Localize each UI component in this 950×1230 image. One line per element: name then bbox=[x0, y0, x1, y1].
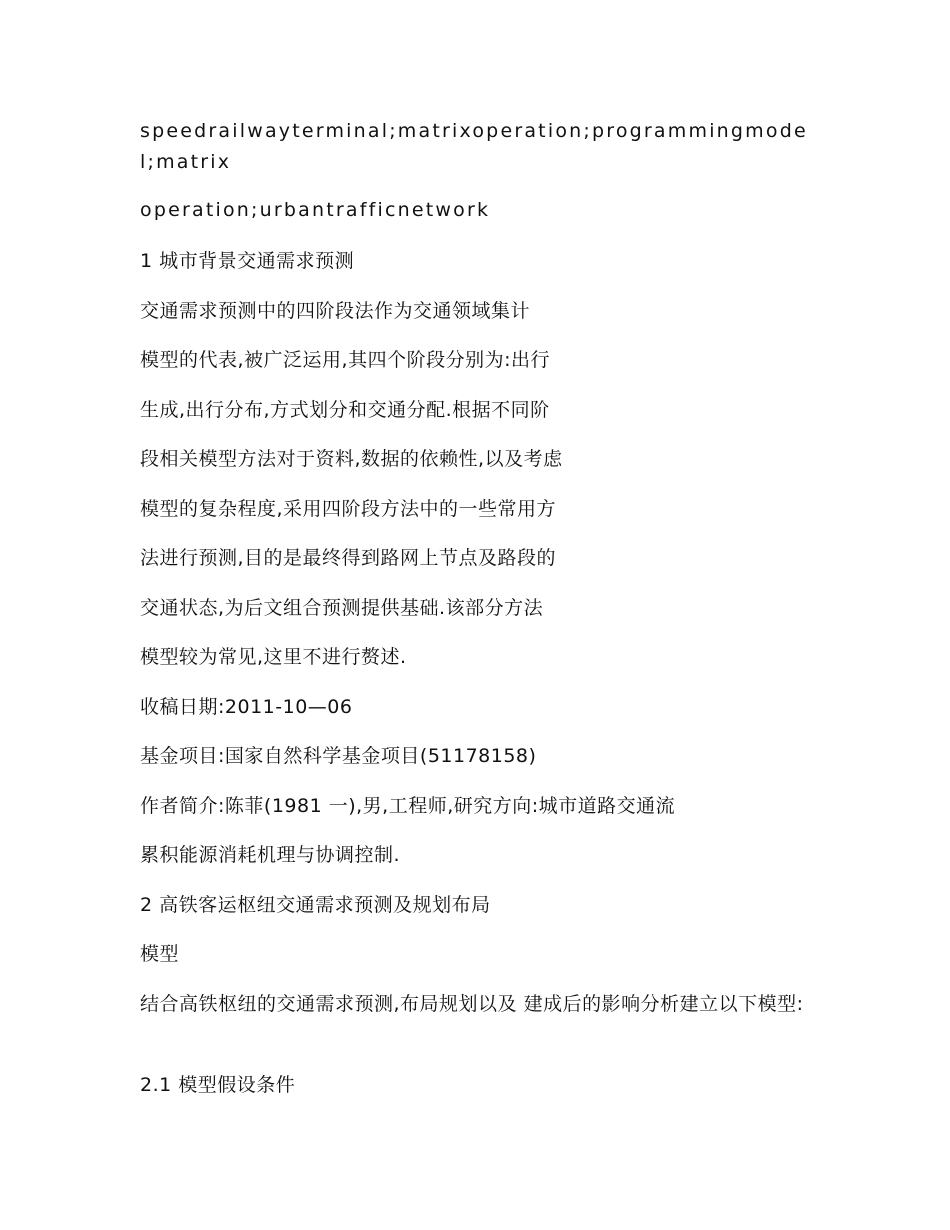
received-date: 收稿日期:2011-10—06 bbox=[140, 696, 353, 718]
paragraph-line: 段相关模型方法对于资料,数据的依赖性,以及考虑 bbox=[140, 448, 563, 470]
section-heading-2-continued: 模型 bbox=[140, 943, 180, 965]
fund-project: 基金项目:国家自然科学基金项目(51178158) bbox=[140, 745, 537, 767]
paragraph-line: 生成,出行分布,方式划分和交通分配.根据不同阶 bbox=[140, 399, 550, 421]
author-intro-continued: 累积能源消耗机理与协调控制. bbox=[140, 844, 401, 866]
paragraph-line: 模型较为常见,这里不进行赘述. bbox=[140, 646, 407, 668]
section-heading-2: 2 高铁客运枢纽交通需求预测及规划布局 bbox=[140, 894, 491, 916]
section-heading-1: 1 城市背景交通需求预测 bbox=[140, 250, 355, 272]
paragraph-line: 法进行预测,目的是最终得到路网上节点及路段的 bbox=[140, 547, 557, 569]
paragraph-line: 交通需求预测中的四阶段法作为交通领域集计 bbox=[140, 300, 531, 322]
keywords-line-2: operation;urbantrafficnetwork bbox=[140, 199, 491, 221]
paragraph-line: 模型的复杂程度,采用四阶段方法中的一些常用方 bbox=[140, 498, 557, 520]
paragraph-line: 交通状态,为后文组合预测提供基础.该部分方法 bbox=[140, 597, 544, 619]
author-intro: 作者简介:陈菲(1981 一),男,工程师,研究方向:城市道路交通流 bbox=[140, 795, 676, 817]
paragraph-line: 模型的代表,被广泛运用,其四个阶段分别为:出行 bbox=[140, 349, 550, 371]
keywords-line-1: speedrailwayterminal;matrixoperation;programmingmodel;matrix bbox=[140, 120, 808, 173]
paragraph-line: 结合高铁枢纽的交通需求预测,布局规划以及 建成后的影响分析建立以下模型: bbox=[140, 993, 804, 1015]
subsection-heading-2-1: 2.1 模型假设条件 bbox=[140, 1074, 296, 1096]
